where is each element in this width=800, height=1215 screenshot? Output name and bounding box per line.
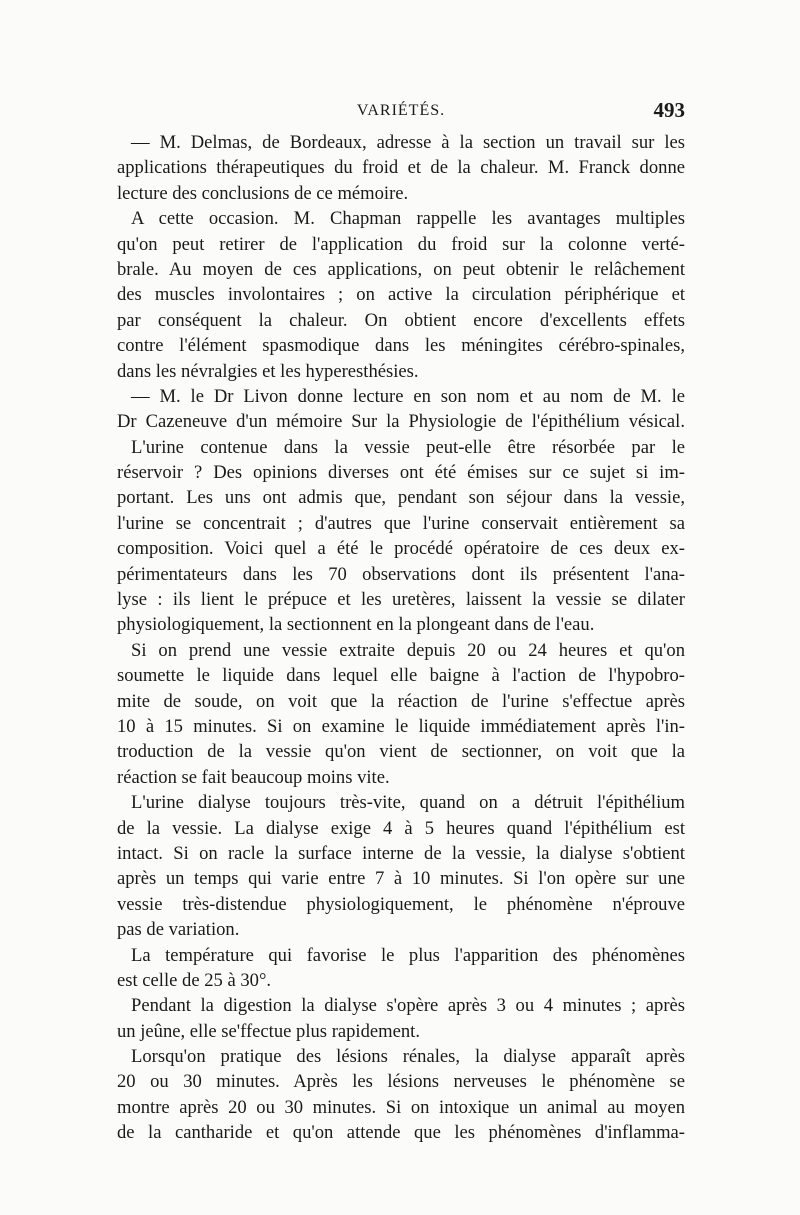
text-line: Pendant la digestion la dialyse s'opère après 3 ou 4 minutes ; après bbox=[131, 995, 685, 1017]
text-line: montre après 20 ou 30 minutes. Si on intoxique un animal au moyen bbox=[117, 1096, 685, 1118]
text-line: contre l'élément spasmodique dans les méningites cérébro-spinales, bbox=[117, 335, 685, 357]
text-line: réservoir ? Des opinions diverses ont été émises sur ce sujet si im- bbox=[117, 462, 685, 484]
text-line: Lorsqu'on pratique des lésions rénales, la dialyse apparaît après bbox=[131, 1046, 685, 1068]
text-line: 10 à 15 minutes. Si on examine le liquide immédiatement après l'in- bbox=[117, 715, 685, 737]
running-title: VARIÉTÉS. bbox=[356, 102, 446, 119]
text-line: un jeûne, elle se'ffectue plus rapidement. bbox=[117, 1020, 420, 1042]
text-line: La température qui favorise le plus l'apparition des phénomènes bbox=[131, 944, 685, 966]
text-line: applications thérapeutiques du froid et de la chaleur. M. Franck donne bbox=[117, 157, 685, 179]
text-line: portant. Les uns ont admis que, pendant son séjour dans la vessie, bbox=[117, 487, 685, 509]
text-line: 20 ou 30 minutes. Après les lésions nerveuses le phénomène se bbox=[117, 1071, 685, 1093]
text-line: L'urine contenue dans la vessie peut-elle être résorbée par le bbox=[131, 436, 685, 458]
text-line: — M. Delmas, de Bordeaux, adresse à la section un travail sur les bbox=[131, 132, 685, 153]
text-line: est celle de 25 à 30°. bbox=[117, 969, 272, 991]
text-line: par conséquent la chaleur. On obtient encore d'excellents effets bbox=[117, 309, 685, 331]
text-line: après un temps qui varie entre 7 à 10 minutes. Si l'on opère sur une bbox=[117, 868, 685, 890]
text-line: de la cantharide et qu'on attende que les phénomènes d'inflamma- bbox=[117, 1122, 685, 1144]
text-line: réaction se fait beaucoup moins vite. bbox=[117, 766, 390, 788]
text-line: des muscles involontaires ; on active la circulation périphérique et bbox=[117, 284, 685, 306]
text-line: qu'on peut retirer de l'application du froid sur la colonne verté- bbox=[117, 233, 685, 255]
text-line: — M. le Dr Livon donne lecture en son nom et au nom de M. le bbox=[131, 385, 685, 407]
body-text bbox=[117, 130, 685, 1146]
text-line: de la vessie. La dialyse exige 4 à 5 heures quand l'épithélium est bbox=[117, 817, 685, 839]
text-line: soumette le liquide dans lequel elle baigne à l'action de l'hypobro- bbox=[117, 665, 685, 687]
page-number: 493 bbox=[653, 98, 685, 122]
text-line: brale. Au moyen de ces applications, on peut obtenir le relâchement bbox=[117, 258, 685, 280]
text-line: troduction de la vessie qu'on vient de sectionner, on voit que la bbox=[117, 741, 685, 763]
text-line: A cette occasion. M. Chapman rappelle les avantages multiples bbox=[131, 208, 685, 230]
text-line: vessie très-distendue physiologiquement, le phénomène n'éprouve bbox=[117, 893, 685, 915]
text-line: lyse : ils lient le prépuce et les uretères, laissent la vessie se dilater bbox=[117, 589, 685, 611]
text-line: mite de soude, on voit que la réaction de l'urine s'effectue après bbox=[117, 690, 685, 712]
text-line: intact. Si on racle la surface interne de la vessie, la dialyse s'obtient bbox=[117, 842, 685, 864]
text-line: pas de variation. bbox=[117, 919, 240, 941]
running-head bbox=[117, 98, 685, 126]
text-line: composition. Voici quel a été le procédé opératoire de ces deux ex- bbox=[117, 538, 685, 560]
text-line: dans les névralgies et les hyperesthésies. bbox=[117, 360, 419, 382]
text-line: physiologiquement, la sectionnent en la plongeant dans de l'eau. bbox=[117, 614, 595, 636]
text-line: Si on prend une vessie extraite depuis 20 ou 24 heures et qu'on bbox=[131, 639, 685, 661]
text-line: périmentateurs dans les 70 observations dont ils présentent l'ana- bbox=[117, 563, 685, 585]
text-line: L'urine dialyse toujours très-vite, quand on a détruit l'épithélium bbox=[131, 792, 685, 814]
text-line: Dr Cazeneuve d'un mémoire Sur la Physiologie de l'épithélium vésical. bbox=[117, 411, 685, 433]
text-line: lecture des conclusions de ce mémoire. bbox=[117, 182, 409, 204]
text-line: l'urine se concentrait ; d'autres que l'urine conservait entièrement sa bbox=[117, 512, 685, 534]
